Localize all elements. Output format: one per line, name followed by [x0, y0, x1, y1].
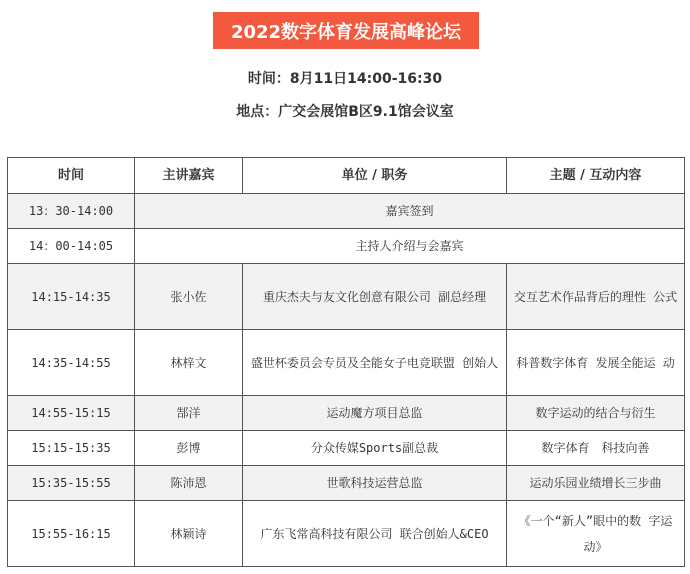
table-row: [8, 330, 685, 396]
cell-speaker: 张小佐: [135, 264, 243, 330]
header-topic: 主题 / 互动内容: [507, 158, 685, 194]
cell-organization: 广东飞常高科技有限公司 联合创始人&CEO: [243, 501, 507, 567]
cell-merged-content: 嘉宾签到: [135, 194, 685, 229]
table-row: [8, 194, 685, 229]
table-row: [8, 501, 685, 567]
cell-topic: 运动乐园业绩增长三步曲: [507, 466, 685, 501]
table-row: [8, 264, 685, 330]
cell-organization: 世歌科技运营总监: [243, 466, 507, 501]
cell-topic: 交互艺术作品背后的理性 公式: [507, 264, 685, 330]
cell-merged-content: 主持人介绍与会嘉宾: [135, 229, 685, 264]
page-title: 2022数字体育发展高峰论坛: [213, 12, 479, 49]
cell-time: 13：30-14:00: [8, 194, 135, 229]
cell-time: 14:15-14:35: [8, 264, 135, 330]
table-row: [8, 229, 685, 264]
cell-organization: 盛世杯委员会专员及全能女子电竞联盟 创始人: [243, 330, 507, 396]
cell-organization: 重庆杰夫与友文化创意有限公司 副总经理: [243, 264, 507, 330]
header-time: 时间: [8, 158, 135, 194]
cell-topic: 《一个“新人”眼中的数 字运动》: [507, 501, 685, 567]
cell-organization: 分众传媒Sports副总裁: [243, 431, 507, 466]
table-row: [8, 431, 685, 466]
cell-time: 14：00-14:05: [8, 229, 135, 264]
header-speaker: 主讲嘉宾: [135, 158, 243, 194]
event-time: 时间：8月11日14:00-16:30: [247, 71, 443, 87]
cell-topic: 数字体育 科技向善: [507, 431, 685, 466]
cell-speaker: 林梓文: [135, 330, 243, 396]
cell-time: 14:55-15:15: [8, 396, 135, 431]
cell-organization: 运动魔方项目总监: [243, 396, 507, 431]
cell-time: 14:35-14:55: [8, 330, 135, 396]
cell-topic: 数字运动的结合与衍生: [507, 396, 685, 431]
cell-speaker: 郜洋: [135, 396, 243, 431]
event-location: 地点：广交会展馆B区9.1馆会议室: [236, 104, 454, 120]
cell-speaker: 林颖诗: [135, 501, 243, 567]
table-row: [8, 396, 685, 431]
table-row: [8, 466, 685, 501]
header-organization: 单位 / 职务: [243, 158, 507, 194]
cell-time: 15:15-15:35: [8, 431, 135, 466]
cell-speaker: 彭博: [135, 431, 243, 466]
cell-speaker: 陈沛恩: [135, 466, 243, 501]
cell-time: 15:55-16:15: [8, 501, 135, 567]
cell-topic: 科普数字体育 发展全能运 动: [507, 330, 685, 396]
table-header-row: [8, 158, 685, 194]
schedule-table: [7, 157, 685, 567]
cell-time: 15:35-15:55: [8, 466, 135, 501]
